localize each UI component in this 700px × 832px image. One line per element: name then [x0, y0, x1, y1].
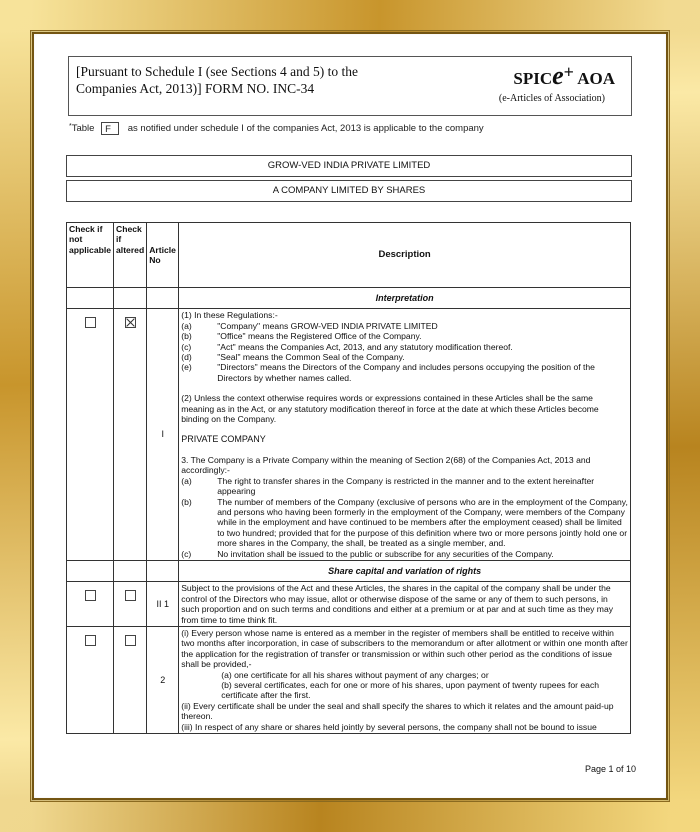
altered-checkbox-checked[interactable]	[125, 317, 136, 328]
not-applicable-checkbox[interactable]	[85, 590, 96, 601]
section-row-interpretation	[67, 288, 631, 309]
altered-checkbox[interactable]	[125, 635, 136, 646]
col-header-description: Description	[179, 223, 631, 288]
article-description: (i) Every person whose name is entered as a member in the register of members shall be entitled to receive within two months after incorporation, in case of subscribers to the memorandum or after allotment or within one month after the application for the registration of transfer or transmission or within such other period as the conditions of issue shall be provided,- (a) one certificate for all his shares without payment of any charges; or (b) several certificates, each for one or more of his shares, upon payment of twenty rupees for each certificate after the first. (ii) Every certificate shall be under the seal and shall specify the shares to which it relates and the amount paid-up thereon. (iii) In respect of any share or shares held jointly by several persons, the company shall not be bound to issue	[179, 626, 631, 733]
table-row	[67, 582, 631, 627]
section-title: Share capital and variation of rights	[179, 560, 631, 581]
col-header-not-applicable: Check if not applicable	[67, 223, 114, 288]
document-page	[38, 38, 662, 794]
table-header-row	[67, 223, 631, 288]
company-type-box: A COMPANY LIMITED BY SHARES	[66, 180, 632, 202]
altered-checkbox[interactable]	[125, 590, 136, 601]
col-header-altered: Check if altered	[114, 223, 147, 288]
logo-subtitle: (e-Articles of Association)	[498, 93, 605, 104]
table-row	[67, 626, 631, 733]
company-name-box: GROW-VED INDIA PRIVATE LIMITED	[66, 155, 632, 177]
articles-table	[66, 222, 631, 734]
article-description: (1) In these Regulations:- (a) "Company" means GROW-VED INDIA PRIVATE LIMITED (b) "Office" means the Registered Office of the Company. (c) "Act" means the Companies Act, 2013, and any statutory modification thereof. (d) "Seal" means the Common Seal of the Company. (e) "Directors" means the Directors of the Company and includes persons occupying the position of the Directors by whether names called. (2) Unless the context otherwise requires words or expressions contained in these Articles shall be the same meaning as in the Act, or any statutory modification thereof in force at the date at which these Articles become binding on the Company. PRIVATE COMPANY 3. The Company is a Private Company within the meaning of Section 2(68) of the Companies Act, 2013 and accordingly:- (a) The right to transfer shares in the Company is restricted in the manner and to the extent hereinafter appearing (b) The number of members of the Company (exclusive of persons who are in the employment of the Company, and persons who having been formerly in the employment of the Company, were members of the Company while in the employment and have continued to be members after the employment ceased) shall be limited to two hundred; provided that for the purpose of this definition where two or more persons jointly hold one or more shares in the Company, the shall, be treated as a single member, and. (c) No invitation shall be issued to the public or subscribe for any securities of the Company.	[179, 309, 631, 561]
not-applicable-checkbox[interactable]	[85, 317, 96, 328]
section-title: Interpretation	[179, 288, 631, 309]
article-description: Subject to the provisions of the Act and these Articles, the shares in the capital of the company shall be under the control of the Directors who may issue, allot or otherwise dispose of the same or any of them to such persons, in such proportion and on such terms and conditions and either at a premium or at par and at such time as they may from time to time think fit.	[179, 582, 631, 627]
section-row-share-capital	[67, 560, 631, 581]
table-row	[67, 309, 631, 561]
col-header-article-no: Article No	[147, 223, 179, 288]
table-letter-field[interactable]: F	[101, 122, 119, 135]
page-number: Page 1 of 10	[584, 764, 636, 774]
spice-aoa-logo: SPICe+ AOA	[513, 61, 615, 90]
article-number: II 1	[147, 582, 179, 627]
article-number: 2	[147, 626, 179, 733]
form-header	[68, 56, 632, 116]
table-applicable-line: *Table F as notified under schedule I of the companies Act, 2013 is applicable to the company	[69, 123, 484, 135]
form-title: [Pursuant to Schedule I (see Sections 4 and 5) to the Companies Act, 2013)] FORM NO. INC-34	[76, 64, 358, 96]
article-number: I	[147, 309, 179, 561]
not-applicable-checkbox[interactable]	[85, 635, 96, 646]
